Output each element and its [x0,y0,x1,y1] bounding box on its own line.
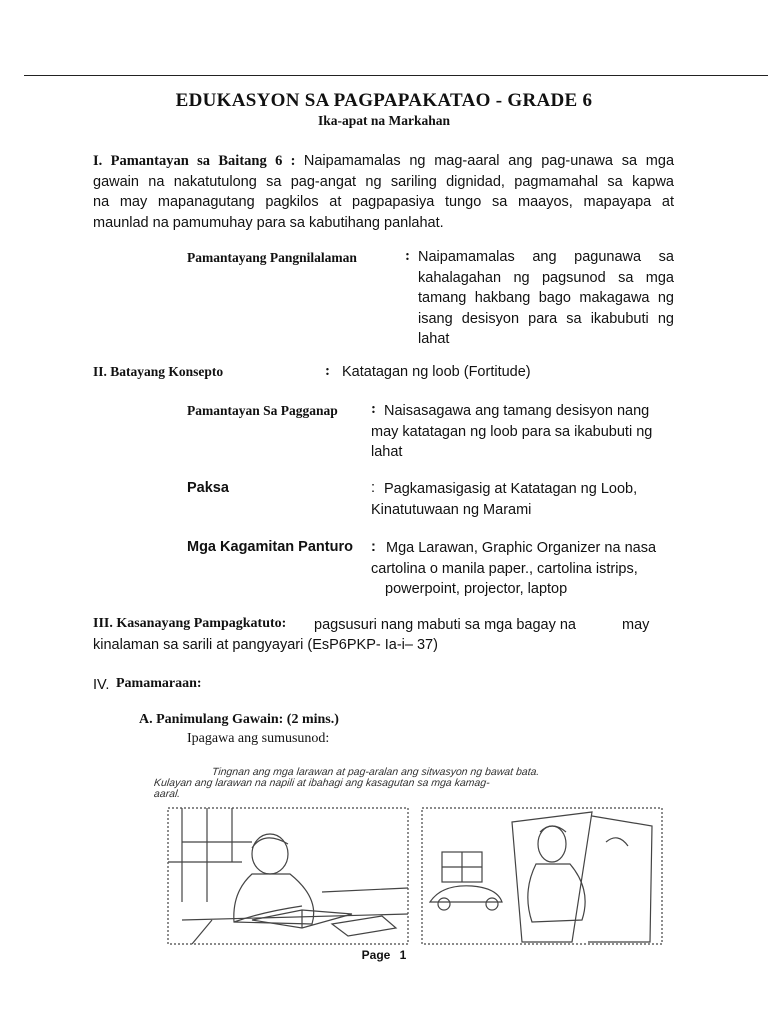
page-footer [0,948,768,962]
pangnilalaman-line: lahat [418,331,450,347]
panimulang-gawain-heading: A. Panimulang Gawain: (2 mins.) [139,712,339,727]
pangnilalaman-line: kahalagahan ng pagsunod sa mga [418,269,674,286]
section-1-line: na may mapanagutang pagkilos at pagpapasiya tungo sa maayos, mapayapa at [93,194,674,210]
worksheet-instruction-line: Kulayan ang larawan na napili at ibahagi ang kasagutan sa mga kamag- [153,777,491,789]
pangnilalaman-value [418,247,674,350]
page-label: Page [361,948,391,962]
worksheet-illustration [152,766,672,946]
worksheet-instruction-line: aaral. [153,788,181,800]
pagganap-line: Naisasagawa ang tamang desisyon nang [384,403,650,419]
section-4-numeral: IV. [93,677,110,693]
paksa-line: Kinatutuwaan ng Marami [371,501,532,518]
pangnilalaman-line: tamang hakbang bago makagawa ng [418,290,674,306]
header-rule [24,75,768,76]
pangnilalaman-colon: : [405,248,410,264]
kagamitan-label: Mga Kagamitan Panturo [187,539,353,555]
kagamitan-line: powerpoint, projector, laptop [385,581,568,597]
instruction-text: Ipagawa ang sumusunod: [187,731,330,746]
document-title: EDUKASYON SA PAGPAPAKATAO - GRADE 6 [175,90,593,111]
pagganap-label: Pamantayan Sa Pagganap [187,403,338,418]
student-reading-drawing [168,808,408,944]
pagganap-line: lahat [371,444,403,460]
section-1-line: maunlad na pamumuhay para sa kabutihang panlahat. [93,214,444,231]
section-3-heading: III. Kasanayang Pampagkatuto: [93,616,287,631]
pangnilalaman-label: Pamantayang Pangnilalaman [187,250,357,265]
section-3-line-1: pagsusuri nang mabuti sa mga bagay na [314,617,576,633]
section-1-heading: I. Pamantayan sa Baitang 6 : [93,153,296,169]
kagamitan-line: cartolina o manila paper., cartolina istrips, [371,560,638,577]
pagganap-colon: : [371,401,376,417]
worksheet-instruction-line: Tingnan ang mga larawan at pag-aralan ang sitwasyon ng bawat bata. [211,766,541,778]
paksa-colon: : [371,480,376,496]
student-mirror-drawing [422,808,662,944]
pangnilalaman-line: isang desisyon para sa ikabubuti ng [418,310,674,327]
section-1-line: Naipamamalas ng mag-aaral ang pag-unawa sa mga [303,153,675,169]
paksa-value [371,479,676,520]
kagamitan-colon: : [371,539,376,555]
section-2-value: Katatagan ng loob (Fortitude) [342,364,531,380]
pangnilalaman-line: Naipamamalas ang pagunawa sa [418,249,674,265]
page-number: 1 [399,948,407,962]
kagamitan-value [371,538,681,600]
section-2-colon: : [325,363,330,379]
section-1-paragraph [93,151,674,233]
document-subtitle: Ika-apat na Markahan [317,113,451,128]
section-3-line-1-end: may [622,617,650,633]
paksa-label: Paksa [187,480,229,496]
pagganap-line: may katatagan ng loob para sa ikabubuti ng [371,423,653,440]
worksheet-drawings [152,802,672,946]
kagamitan-line: Mga Larawan, Graphic Organizer na nasa [386,540,657,556]
section-4-heading: Pamamaraan: [116,676,202,691]
section-2-heading: II. Batayang Konsepto [93,364,224,379]
section-1-line: gawain na nakatutulong sa pag-angat ng sariling dignidad, pagmamahal sa kapwa [93,173,674,190]
paksa-line: Pagkamasigasig at Katatagan ng Loob, [384,481,638,497]
pagganap-value [371,401,676,463]
section-3-line-2: kinalaman sa sarili at pangyayari (EsP6PKP- Ia-i– 37) [93,637,438,653]
